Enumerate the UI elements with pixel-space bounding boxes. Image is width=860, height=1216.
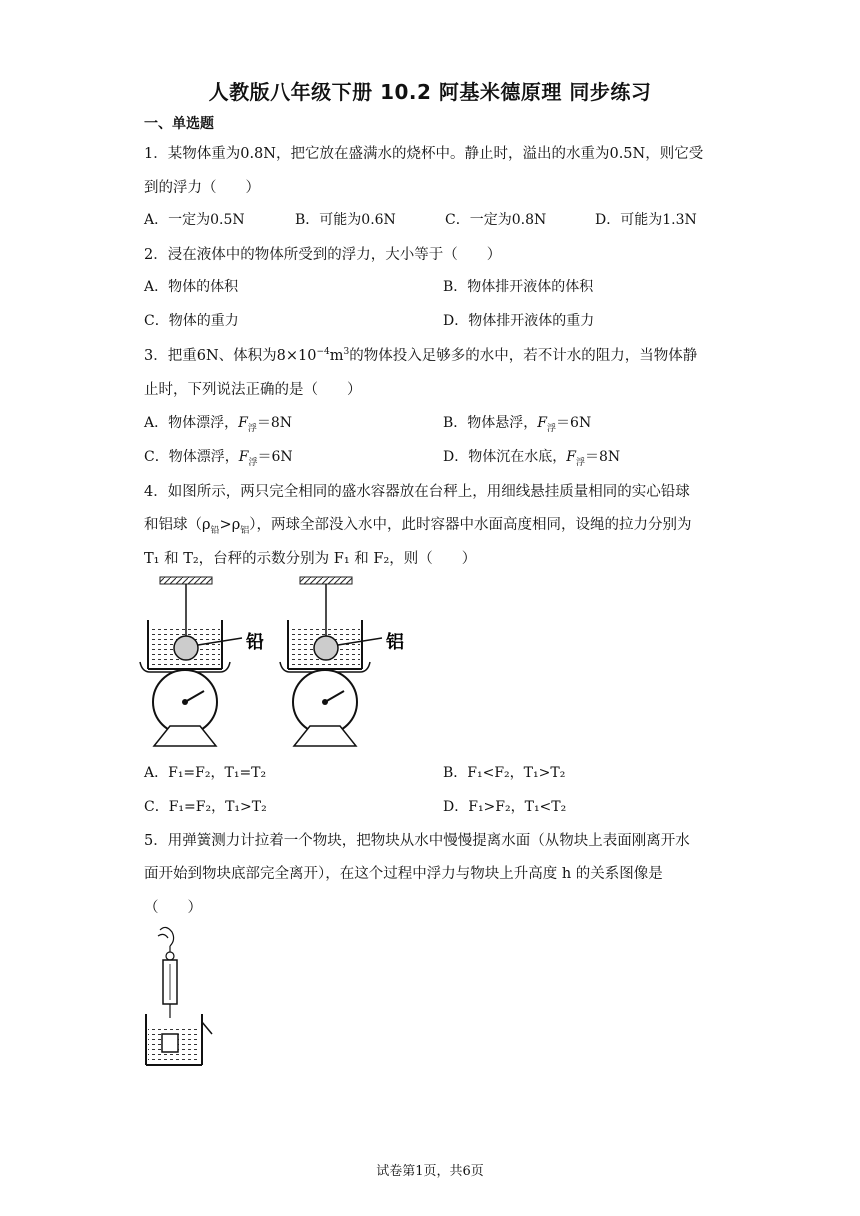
q1-option-d: D．可能为1.3N: [595, 212, 697, 228]
q2-stem: 2．浸在液体中的物体所受到的浮力，大小等于（ ）: [144, 247, 502, 263]
section-heading: 一、单选题: [144, 116, 214, 132]
q3-stem-line2: 止时，下列说法正确的是（ ）: [144, 382, 362, 398]
q4-option-b: B．F₁<F₂，T₁>T₂: [443, 765, 566, 781]
q1-option-c: C．一定为0.8N: [445, 212, 547, 228]
q2-option-b: B．物体排开液体的体积: [443, 279, 594, 295]
q3-option-d: D．物体沉在水底，$F_浮=8N$: [443, 449, 621, 468]
q4-option-a: A．F₁=F₂，T₁=T₂: [144, 765, 267, 781]
q5-stem-line3: （ ）: [144, 900, 202, 916]
q4-stem-line1: 4．如图所示，两只完全相同的盛水容器放在台秤上，用细线悬挂质量相同的实心铅球: [144, 484, 690, 500]
q4-stem-line2: 和铝球$(\rho_铅>\rho_铝)$，两球全部没入水中，此时容器中水面高度相同，设绳的拉力分别为: [144, 517, 692, 536]
label-lead: 铅: [246, 632, 264, 653]
q5-stem-line2: 面开始到物块底部完全离开），在这个过程中浮力与物块上升高度 h 的关系图像是: [144, 866, 663, 882]
q2-option-a: A．物体的体积: [144, 279, 239, 295]
q3-option-c: C．物体漂浮，$F_浮=6N$: [144, 449, 293, 468]
q1-option-a: A．一定为0.5N: [144, 212, 245, 228]
q5-stem-line1: 5．用弹簧测力计拉着一个物块，把物块从水中慢慢提离水面（从物块上表面刚离开水: [144, 833, 690, 849]
scale-apparatus-figure: [140, 572, 430, 752]
q1-option-b: B．可能为0.6N: [295, 212, 396, 228]
spring-scale-figure: [140, 922, 220, 1072]
q2-option-d: D．物体排开液体的重力: [443, 313, 595, 329]
q3-option-b: B．物体悬浮，$F_浮=6N$: [443, 415, 592, 434]
q1-stem-line1: 1．某物体重为0.8N，把它放在盛满水的烧杯中。静止时，溢出的水重为0.5N，则它受: [144, 146, 704, 162]
left-apparatus: [140, 577, 242, 746]
q4-option-c: C．F₁=F₂，T₁>T₂: [144, 799, 267, 815]
q1-stem-line2: 到的浮力（ ）: [144, 180, 260, 196]
q4-stem-line3: T₁ 和 T₂，台秤的示数分别为 F₁ 和 F₂，则（ ）: [144, 551, 477, 567]
page-footer: 试卷第1页，共6页: [376, 1164, 484, 1179]
q3-stem-line1: 3．把重6N、体积为$8\times 10^{-4}m^3$的物体投入足够多的水中，若不计水的阻力，当物体静: [144, 347, 698, 364]
page-title: 人教版八年级下册 10.2 阿基米德原理 同步练习: [208, 80, 652, 104]
right-apparatus: [280, 577, 382, 746]
q4-option-d: D．F₁>F₂，T₁<T₂: [443, 799, 567, 815]
label-aluminum: 铝: [386, 632, 404, 653]
q2-option-c: C．物体的重力: [144, 313, 239, 329]
q3-option-a: A．物体漂浮，$F_浮=8N$: [144, 415, 293, 434]
